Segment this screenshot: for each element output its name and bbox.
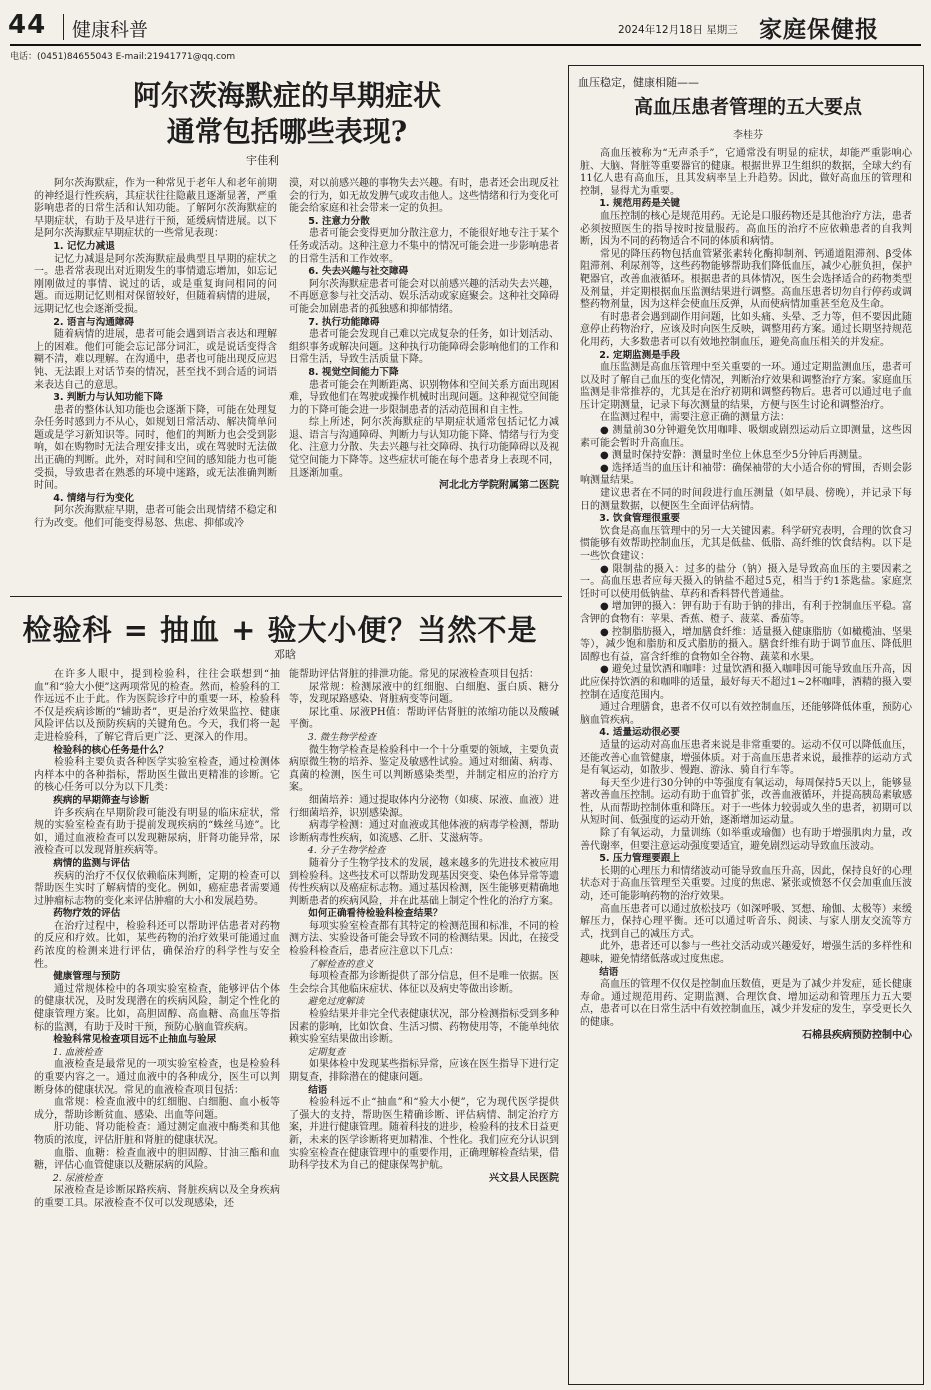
subheading: 4. 情绪与行为变化 [53, 492, 135, 504]
article-divider [10, 596, 562, 597]
paragraph: 高血压的管理不仅仅是控制血压数值，更是为了减少并发症，延长健康寿命。通过规范用药、定期监测、合理饮食、增加运动和管理压力五大要点，患者可以在日常生活中有效控制血压，减少并发症的发生，享受更长久的健康。 [580, 979, 912, 1028]
paragraph: 如果体检中发现某些指标异常，应该在医生指导下进行定期复查，排除潜在的健康问题。 [289, 1059, 559, 1083]
subheading: 检验科常见检查项目远不止抽血与验尿 [53, 1034, 217, 1046]
subheading: 5. 注意力分散 [308, 215, 370, 227]
page-number: 44 [8, 10, 47, 40]
paragraph: 随着分子生物学技术的发展，越来越多的先进技术被应用到检验科。这些技术可以帮助发现基因突变、染色体异常等遗传性疾病以及癌症标志物。通过基因检测，医生能够更精确地判断患者的疾病风险，并在此基础上制定个性化的治疗方案。 [289, 857, 559, 907]
paragraph: 细菌培养：通过提取体内分泌物（如痰、尿液、血液）进行细菌培养，识别感染源。 [289, 794, 559, 819]
subheading: 病情的监测与评估 [53, 857, 130, 869]
paragraph: 病毒学检测：通过对血液或其他体液的病毒学检测，帮助诊断病毒性疾病，如流感、乙肝、艾滋病等。 [289, 820, 559, 844]
paragraph: 此外，患者还可以参与一些社交活动或兴趣爱好，增强生活的多样性和趣味，避免情绪低落或过度焦虑。 [580, 941, 912, 965]
subheading: 3. 饮食管理很重要 [599, 513, 681, 525]
subheading: 了解检查的意义 [307, 958, 374, 970]
paragraph: 建议患者在不同的时间段进行血压测量（如早晨、傍晚），并记录下每日的测量数据，以便医生全面评估病情。 [580, 488, 912, 512]
paragraph: 每项检查都为诊断提供了部分信息，但不是唯一依据。医生会综合其他临床症状、体征以及病史等做出诊断。 [289, 971, 559, 995]
paragraph: 随着病情的进展，患者可能会遇到语言表达和理解上的困难。他们可能会忘记部分词汇，或是说话变得含糊不清，难以理解。在沟通中，患者也可能出现反应迟钝、无法跟上对话节奏的情况，甚至找不到合适的词语来表达自己的意思。 [34, 329, 277, 391]
paragraph: 阿尔茨海默症早期，患者可能会出现情绪不稳定和行为改变。他们可能变得易怒、焦虑、抑郁或冷 [34, 505, 277, 530]
paragraph: 阿尔茨海默症，作为一种常见于老年人和老年前期的神经退行性疾病，其症状往往隐蔽且逐渐显著，严重影响患者的日常生活和认知功能。了解阿尔茨海默症的早期症状，有助于及早进行干预，延缓病情进展。以下是阿尔茨海默症早期症状的一些常见表现： [34, 178, 277, 240]
contact-line: 电话：(0451)84655043 E-mail:21941771@qq.com [10, 52, 236, 62]
paragraph: ● 测量时保持安静：测量时坐位上休息至少5分钟后再测量。 [600, 450, 869, 462]
header-divider [63, 14, 64, 40]
subheading: 1. 血液检查 [52, 1046, 103, 1058]
article1-title-line1: 阿尔茨海默症的早期症状 [132, 79, 441, 112]
author-affiliation: 兴文县人民医院 [489, 1172, 559, 1184]
article1-title [72, 78, 502, 150]
subheading: 2. 尿液检查 [52, 1172, 103, 1184]
paragraph: 患者可能会发现自己难以完成复杂的任务，如计划活动、组织事务或解决问题。这种执行功能障碍会影响他们的工作和日常生活，导致生活质量下降。 [289, 329, 559, 366]
paragraph: 有时患者会遇到副作用问题，比如头痛、头晕、乏力等，但不要因此随意停止药物治疗，应该及时向医生反映，调整用药方案。通过长期坚持规范化用药，大多数患者可以有效地控制血压，避免高血压相关的并发症。 [580, 311, 912, 348]
paragraph: ● 限制盐的摄入：过多的盐分（钠）摄入是导致高血压的主要因素之一。高血压患者应每天摄入的钠盐不超过5克，相当于约1茶匙盐。家庭烹饪时可以使用低钠盐、草药和香料替代普通盐。 [580, 563, 912, 600]
subheading: 3. 微生物学检查 [307, 731, 376, 743]
subheading: 2. 定期监测是手段 [599, 349, 681, 361]
subheading: 2. 语言与沟通障碍 [53, 316, 135, 328]
paragraph: 漠，对以前感兴趣的事物失去兴趣。有时，患者还会出现反社会的行为，如无故发脾气或攻击他人。这些情绪和行为变化可能会给家庭和社会带来一定的负担。 [289, 178, 559, 215]
paragraph: 疾病的治疗不仅仅依赖临床判断，定期的检查可以帮助医生实时了解病情的变化。例如，癌症患者需要通过肿瘤标志物的变化来评估肿瘤的大小和发展趋势。 [34, 870, 280, 907]
paragraph: 常见的降压药物包括血管紧张素转化酶抑制剂、钙通道阻滞剂、β受体阻滞剂、利尿剂等，这些药物能够帮助我们降低血压，减少心脏负担，保护靶器官，改善血液循环。根据患者的具体情况，医生会选择适合的药物类型及剂量，并定期根据血压监测结果进行调整。高血压患者切勿自行停药或调整药物剂量，因为这样会使血压反弹，从而使病情加重甚至危及生命。 [580, 248, 912, 311]
subheading: 疾病的早期筛查与诊断 [53, 794, 150, 806]
paragraph: 患者的整体认知功能也会逐渐下降，可能在处理复杂任务时感到力不从心，如规划日常活动、解决简单问题或是学习新知识等。同时，他们的判断力也会受到影响，如在购物时无法合理安排支出，或在驾驶时无法做出正确的判断。此外，对时间和空间的感知能力也可能受损，导致患者在熟悉的环境中迷路，或无法准确判断时间。 [34, 404, 277, 492]
paragraph: 检验科远不止“抽血”和“验大小便”，它为现代医学提供了强大的支持，帮助医生精确诊断、评估病情、制定治疗方案，并进行健康管理。随着科技的进步，检验科的技术日益更新，未来的医学诊断将更加精准、个性化。我们应充分认识到实验室检查在健康管理中的重要作用，正确理解检查结果，借助科学技术为自己的健康保驾护航。 [289, 1097, 559, 1172]
article1-author: 宇佳利 [246, 154, 279, 167]
paragraph: ● 避免过量饮酒和咖啡：过量饮酒和摄入咖啡因可能导致血压升高，因此应保持饮酒的和咖啡的适量，最好每天不超过1~2杯咖啡，酒精的摄入要控制在适度范围内。 [580, 664, 912, 701]
subheading: 避免过度解读 [307, 996, 365, 1008]
section-title: 健康科普 [72, 19, 149, 41]
subheading: 1. 记忆力减退 [53, 240, 115, 252]
subheading: 8. 视觉空间能力下降 [308, 366, 399, 378]
paragraph: ● 选择适当的血压计和袖带：确保袖带的大小适合你的臂围，否则会影响测量结果。 [580, 462, 912, 487]
subheading: 4. 分子生物学检查 [307, 845, 386, 857]
paragraph: 患者可能会变得更加分散注意力，不能很好地专注于某个任务或活动。这种注意力不集中的情况可能会进一步影响患者的日常生活和工作效率。 [289, 228, 559, 265]
article1-column-1 [34, 178, 277, 531]
subheading: 6. 失去兴趣与社交障碍 [308, 266, 409, 278]
paragraph: 血常规：检查血液中的红细胞、白细胞、血小板等成分，帮助诊断贫血、感染、出血等问题。 [34, 1097, 280, 1121]
paragraph: 通过常规体检中的各项实验室检查，能够评估个体的健康状况，及时发现潜在的疾病风险，制定个性化的健康管理方案。比如，高胆固醇、高血糖、高血压等指标的监测，有助于及时干预，预防心脑血管疾病。 [34, 983, 280, 1033]
paragraph: 阿尔茨海默症患者可能会对以前感兴趣的活动失去兴趣，不再愿意参与社交活动、娱乐活动或家庭聚会。这种社交障碍可能会加剧患者的孤独感和抑郁情绪。 [289, 278, 559, 315]
paragraph: 长期的心理压力和情绪波动可能导致血压升高，因此，保持良好的心理状态对于高血压管理至关重要。过度的焦虑、紧张或愤怒不仅会加重血压波动，还可能影响药物的治疗效果。 [580, 865, 912, 903]
paragraph: 尿常规：检测尿液中的红细胞、白细胞、蛋白质、糖分等，发现尿路感染、肾脏病变等问题。 [289, 681, 559, 706]
article1-title-line2: 通常包括哪些表现? [166, 115, 408, 148]
article2-column-2 [289, 669, 559, 1185]
paragraph: 尿液检查是诊断尿路疾病、肾脏疾病以及全身疾病的重要工具。尿液检查不仅可以发现感染，还 [34, 1185, 280, 1209]
article3-kicker: 血压稳定，健康相随—— [578, 76, 699, 89]
subheading: 1. 规范用药是关键 [599, 198, 681, 210]
newspaper-masthead: 家庭保健报 [759, 16, 879, 43]
subheading: 4. 适量运动很必要 [599, 727, 681, 739]
author-affiliation: 石棉县疾病预防控制中心 [802, 1029, 912, 1041]
subheading: 药物疗效的评估 [53, 908, 121, 920]
paragraph: 适量的运动对高血压患者来说是非常重要的。运动不仅可以降低血压，还能改善心血管健康，增强体质。对于高血压患者来说，最推荐的运动方式是有氧运动，如散步、慢跑、游泳、骑自行车等。 [580, 739, 912, 777]
article2-author: 邓晗 [274, 648, 296, 661]
paragraph: 高血压被称为“无声杀手”，它通常没有明显的症状，却能严重影响心脏、大脑、肾脏等重要器官的健康。根据世界卫生组织的数据，全球大约有11亿人患有高血压，且其发病率呈上升趋势。因此，做好高血压的管理和控制，显得尤为重要。 [580, 148, 912, 197]
paragraph: 除了有氧运动，力量训练（如举重或瑜伽）也有助于增强肌肉力量，改善代谢率，但要注意运动强度要适宜，避免剧烈运动导致血压波动。 [580, 828, 912, 852]
paragraph: 记忆力减退是阿尔茨海默症最典型且早期的症状之一。患者常表现出对近期发生的事情遗忘增加，如忘记刚刚做过的事情、说过的话，或是重复询问相同的问题。而远期记忆则相对保留较好，但随着病情的进展，远期记忆也会逐渐受损。 [34, 253, 277, 315]
paragraph: 许多疾病在早期阶段可能没有明显的临床症状，常规的实验室检查有助于提前发现疾病的“蛛丝马迹”。比如，通过血液检查可以发现糖尿病，肝肾功能异常，尿液检查可以发现肾脏疾病等。 [34, 807, 280, 857]
header-rule [10, 44, 921, 46]
paragraph: 在许多人眼中，提到检验科，往往会联想到“抽血”和“验大小便”这两项常见的检查。然而，检验科的工作远远不止于此。作为医院诊疗中的重要一环，检验科不仅是疾病诊断的“辅助者”，更是治疗效果监控、健康风险评估以及预防疾病的关键角色。今天，我们将一起走进检验科，了解它背后更广泛、更深入的作用。 [34, 669, 280, 743]
author-affiliation: 河北北方学院附属第二医院 [439, 480, 559, 492]
paragraph: 综上所述，阿尔茨海默症的早期症状通常包括记忆力减退、语言与沟通障碍、判断力与认知功能下降、情绪与行为变化、注意力分散、失去兴趣与社交障碍、执行功能障碍以及视觉空间能力下降等。这些症状可能在每个患者身上表现不同，且逐渐加重。 [289, 417, 559, 479]
paragraph: 在监测过程中，需要注意正确的测量方法： [600, 412, 790, 424]
article3-author: 李桂芬 [733, 130, 763, 141]
paragraph: ● 控制脂肪摄入，增加膳食纤维：适量摄入健康脂肪（如橄榄油、坚果等），减少饱和脂肪和反式脂肪的摄入。膳食纤维有助于调节血压、降低胆固醇也有益，富含纤维的食物如全谷物、蔬菜和水果。 [580, 626, 912, 663]
subheading: 健康管理与预防 [53, 971, 121, 983]
article2-column-1 [34, 669, 280, 1211]
paragraph: 血脂、血糖：检查血液中的胆固醇、甘油三酯和血糖，评估心血管健康以及糖尿病的风险。 [34, 1147, 280, 1172]
paragraph: 检验结果并非完全代表健康状况，部分检测指标受到多种因素的影响，比如饮食、生活习惯、药物使用等，不能单纯依赖实验室结果做出诊断。 [289, 1009, 559, 1046]
paragraph: 在治疗过程中，检验科还可以帮助评估患者对药物的反应和疗效。比如，某些药物的治疗效果可能通过血药浓度的检测来进行评估，确保治疗的科学性与安全性。 [34, 920, 280, 970]
paragraph: ● 增加钾的摄入：钾有助于有助于钠的排出，有利于控制血压平稳。富含钾的食物有：苹果、香蕉、橙子、菠菜、番茄等。 [580, 601, 912, 625]
paragraph: 微生物学检查是检验科中一个十分重要的领域，主要负责病原微生物的培养、鉴定及敏感性试验。通过对细菌、病毒、真菌的检测，医生可以判断感染类型，并制定相应的治疗方案。 [289, 744, 559, 794]
subheading: 如何正确看待检验科检查结果？ [308, 908, 443, 920]
subheading: 3. 判断力与认知功能下降 [53, 392, 163, 404]
paragraph: 通过合理膳食，患者不仅可以有效控制血压，还能够降低体重，预防心脑血管疾病。 [580, 702, 912, 726]
article2-title: 检验科 = 抽血 + 验大小便？当然不是 [22, 613, 538, 647]
paragraph: 饮食是高血压管理中的另一大关键因素。科学研究表明，合理的饮食习惯能够有效帮助控制血压，尤其是低盐、低脂、高纤维的饮食结构。以下是一些饮食建议： [580, 525, 912, 562]
paragraph: 每项实验室检查都有其特定的检测范围和标准，不同的检测方法、实验设备可能会导致不同的检测结果。因此，在接受检验科检查后，患者应注意以下几点： [289, 920, 559, 958]
paragraph: 尿比重、尿液PH值：帮助评估肾脏的浓缩功能以及酸碱平衡。 [289, 706, 559, 731]
paragraph: 检验科主要负责各种医学实验室检查，通过检测体内样本中的各种指标，帮助医生做出更精准的诊断。它的核心任务可以分为以下几类： [34, 757, 280, 794]
paragraph: ● 测量前30分钟避免饮用咖啡、吸烟或剧烈运动后立即测量，这些因素可能会暂时升高血压。 [580, 425, 912, 449]
paragraph: 患者可能会在判断距离、识别物体和空间关系方面出现困难，导致他们在驾驶或操作机械时出现问题。这种视觉空间能力的下降可能会进一步限制患者的活动范围和自主性。 [289, 379, 559, 416]
paragraph: 每天至少进行30分钟的中等强度有氧运动，每周保持5天以上，能够显著改善血压控制。运动有助于血管扩张，改善血液循环，并提高胰岛素敏感性，从而帮助控制体重和降压。对于一些体力较弱或久坐的患者，初期可以从短时间、低强度的运动开始，逐渐增加运动量。 [580, 777, 912, 827]
subheading: 结语 [308, 1084, 328, 1096]
article3-title: 高血压患者管理的五大要点 [633, 96, 862, 118]
paragraph: 能帮助评估肾脏的排泄功能。常见的尿液检查项目包括： [289, 669, 539, 680]
article1-column-2 [289, 178, 559, 493]
paragraph: 高血压患者可以通过放松技巧（如深呼吸、冥想、瑜伽、太极等）来缓解压力，保持心理平衡。还可以通过听音乐、阅读、与家人朋友交流等方式，找到自己的减压方式。 [580, 903, 912, 940]
paragraph: 肝功能、肾功能检查：通过测定血液中酶类和其他物质的浓度，评估肝脏和肾脏的健康状况。 [34, 1122, 280, 1146]
subheading: 检验科的核心任务是什么？ [53, 744, 169, 756]
issue-date: 2024年12月18日 星期三 [618, 24, 738, 36]
subheading: 结语 [599, 966, 619, 978]
paragraph: 血压控制的核心是规范用药。无论是口服药物还是其他治疗方法，患者必须按照医生的指导按时按量服药。高血压的治疗不应依赖患者的自我判断，因为不同的药物适合不同的体质和病情。 [580, 210, 912, 248]
subheading: 7. 执行功能障碍 [308, 316, 380, 328]
paragraph: 血压监测是高血压管理中至关重要的一环。通过定期监测血压，患者可以及时了解自己血压的变化情况，判断治疗效果和调整治疗方案。家庭血压监测是非常推荐的，尤其是在治疗初期和调整药物后。患者可以通过电子血压计定期测量，记录下每次测量的结果，方便与医生讨论和调整治疗。 [580, 362, 912, 411]
subheading: 定期复查 [307, 1046, 346, 1058]
subheading: 5. 压力管理要跟上 [599, 853, 681, 865]
article3-column [580, 148, 912, 1042]
paragraph: 血液检查是最常见的一项实验室检查，也是检验科的重要内容之一。通过血液中的各种成分，医生可以判断身体的健康状况。常见的血液检查项目包括： [34, 1059, 280, 1096]
